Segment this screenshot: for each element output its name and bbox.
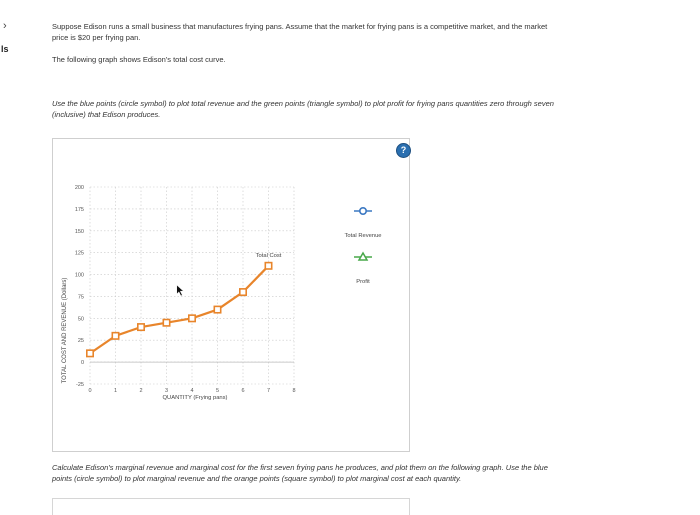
total-cost-curve-label: Total Cost (255, 252, 282, 259)
marginal-line-1: Calculate Edison's marginal revenue and marginal cost for the first seven frying pans he produces, and plot them on the following graph. Use the blue (52, 463, 548, 472)
total-cost-point (163, 320, 169, 326)
legend-label-total-revenue: Total Revenue (344, 233, 382, 239)
x-tick-label: 2 (139, 388, 143, 394)
x-tick-label: 7 (266, 388, 271, 394)
total-cost-chart[interactable] (53, 139, 409, 451)
instructions-paragraph (52, 98, 672, 120)
total-cost-point (240, 289, 246, 295)
total-cost-point (189, 315, 195, 321)
next-graph-panel[interactable] (52, 498, 410, 515)
x-tick-label: 1 (113, 388, 118, 394)
x-tick-label: 5 (215, 388, 220, 394)
mouse-cursor-icon (177, 285, 184, 296)
instructions-line-1: Use the blue points (circle symbol) to plot total revenue and the green points (triangle symbol) to plot profit for frying pans quantities zero through seven (52, 99, 554, 108)
x-tick-label: 3 (164, 388, 169, 394)
y-tick-label: -25 (76, 382, 84, 388)
y-tick-label: 125 (74, 250, 84, 257)
total-cost-point (112, 333, 118, 339)
intro-line-2: price is $20 per frying pan. (52, 33, 141, 42)
intro-paragraph (52, 21, 652, 43)
x-tick-label: 8 (292, 388, 296, 394)
left-sidebar (0, 0, 34, 514)
total-cost-point (214, 306, 220, 312)
total-cost-point (87, 350, 93, 356)
x-axis-title: QUANTITY (Frying pans) (162, 395, 228, 401)
marginal-paragraph (52, 462, 652, 484)
help-icon[interactable]: ? (396, 143, 411, 158)
y-tick-label: 50 (77, 316, 84, 323)
triangle-symbol-icon (359, 253, 367, 260)
y-tick-label: 150 (74, 228, 84, 235)
graph-panel[interactable] (52, 138, 410, 452)
y-tick-label: 0 (80, 360, 84, 367)
graph-note: The following graph shows Edison's total cost curve. (52, 55, 226, 64)
legend-label-profit: Profit (356, 279, 370, 285)
instructions-line-2: (inclusive) that Edison produces. (52, 110, 161, 119)
circle-symbol-icon (360, 208, 366, 214)
total-cost-point (265, 263, 271, 269)
marginal-line-2: points (circle symbol) to plot marginal revenue and the orange points (square symbol) to plot marginal cost at each quantity. (52, 474, 462, 483)
total-cost-point (138, 324, 144, 330)
y-tick-label: 175 (74, 206, 84, 213)
x-tick-label: 4 (190, 388, 194, 394)
y-tick-label: 25 (77, 338, 84, 345)
y-tick-label: 200 (74, 185, 84, 191)
sidebar-label-fragment: ls (1, 44, 9, 54)
y-tick-label: 75 (77, 294, 84, 301)
y-axis-title: TOTAL COST AND REVENUE (Dollars) (62, 277, 68, 384)
chevron-right-icon[interactable]: › (3, 20, 7, 32)
y-tick-label: 100 (74, 272, 84, 279)
x-tick-label: 6 (241, 388, 245, 394)
intro-line-1: Suppose Edison runs a small business that manufactures frying pans. Assume that the market for frying pans is a competitive market, and the market (52, 22, 548, 31)
x-tick-label: 0 (88, 388, 92, 394)
